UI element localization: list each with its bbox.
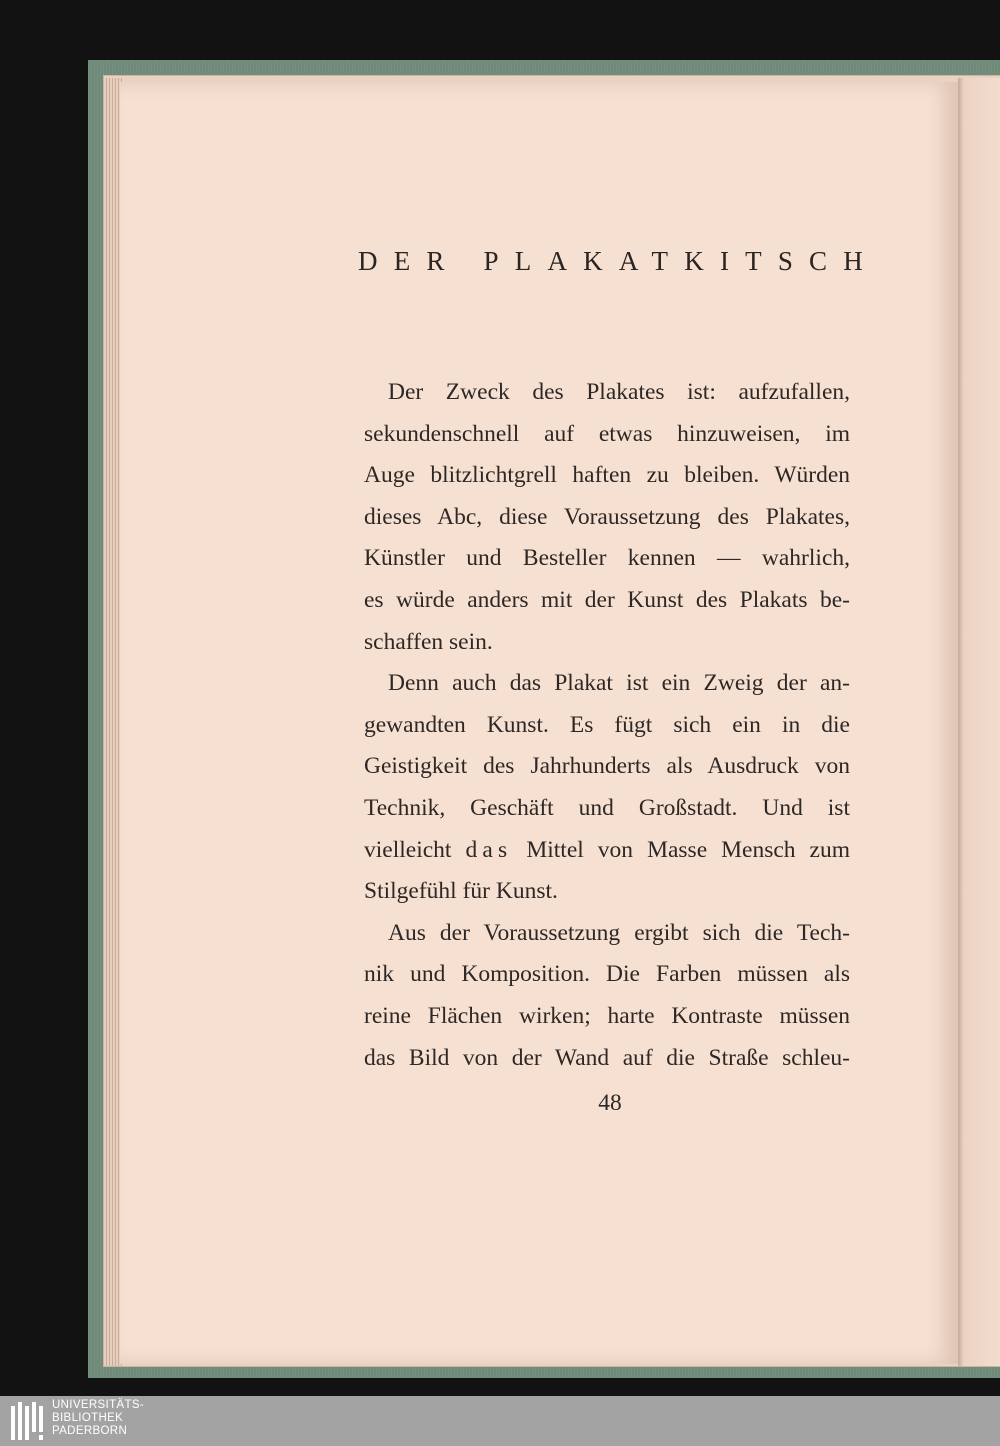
- text-line: das Bild von der Wand auf die Straße schleu-: [364, 1044, 850, 1071]
- text-line: Technik, Geschäft und Großstadt. Und ist: [364, 794, 850, 821]
- text-line: Künstler und Besteller kennen — wahrlich,: [364, 545, 850, 572]
- library-name-line: BIBLIOTHEK: [52, 1412, 124, 1424]
- body-text: [364, 372, 850, 1079]
- text-line: Denn auch das Plakat ist ein Zweig der an-: [388, 670, 850, 697]
- text-line: gewandten Kunst. Es fügt sich ein in die: [364, 711, 850, 738]
- text-segment: Mittel von Masse Mensch zum: [526, 836, 851, 863]
- text-line: Stilgefühl für Kunst.: [364, 878, 558, 905]
- text-line: reine Flächen wirken; harte Kontraste müssen: [364, 1002, 850, 1029]
- text-line: nik und Komposition. Die Farben müssen als: [364, 961, 850, 988]
- library-name: [52, 1399, 144, 1438]
- next-page-edge: [958, 78, 1000, 1366]
- library-name-line: PADERBORN: [52, 1425, 128, 1437]
- text-line: es würde anders mit der Kunst des Plakats be-: [364, 586, 850, 613]
- text-segment: vielleicht: [364, 836, 452, 863]
- text-line-emphasis: [364, 830, 850, 872]
- text-line: sekundenschnell auf etwas hinzuweisen, im: [364, 420, 850, 447]
- text-line: Aus der Voraussetzung ergibt sich die Tech-: [388, 919, 850, 946]
- page-number: 48: [598, 1090, 622, 1116]
- text-line: dieses Abc, diese Voraussetzung des Plakates,: [364, 503, 850, 530]
- library-logo-icon: [10, 1400, 44, 1442]
- text-line: Geistigkeit des Jahrhunderts als Ausdruck von: [364, 753, 850, 780]
- text-line: Auge blitzlichtgrell haften zu bleiben. Würden: [364, 462, 850, 489]
- text-line: schaffen sein.: [364, 628, 493, 655]
- library-name-line: UNIVERSITÄTS-: [52, 1399, 145, 1411]
- chapter-heading: DER PLAKATKITSCH: [358, 246, 879, 276]
- footer-bar: [0, 1396, 1000, 1446]
- text-line: Der Zweck des Plakates ist: aufzufallen,: [388, 379, 850, 405]
- emphasized-word: das: [465, 836, 513, 863]
